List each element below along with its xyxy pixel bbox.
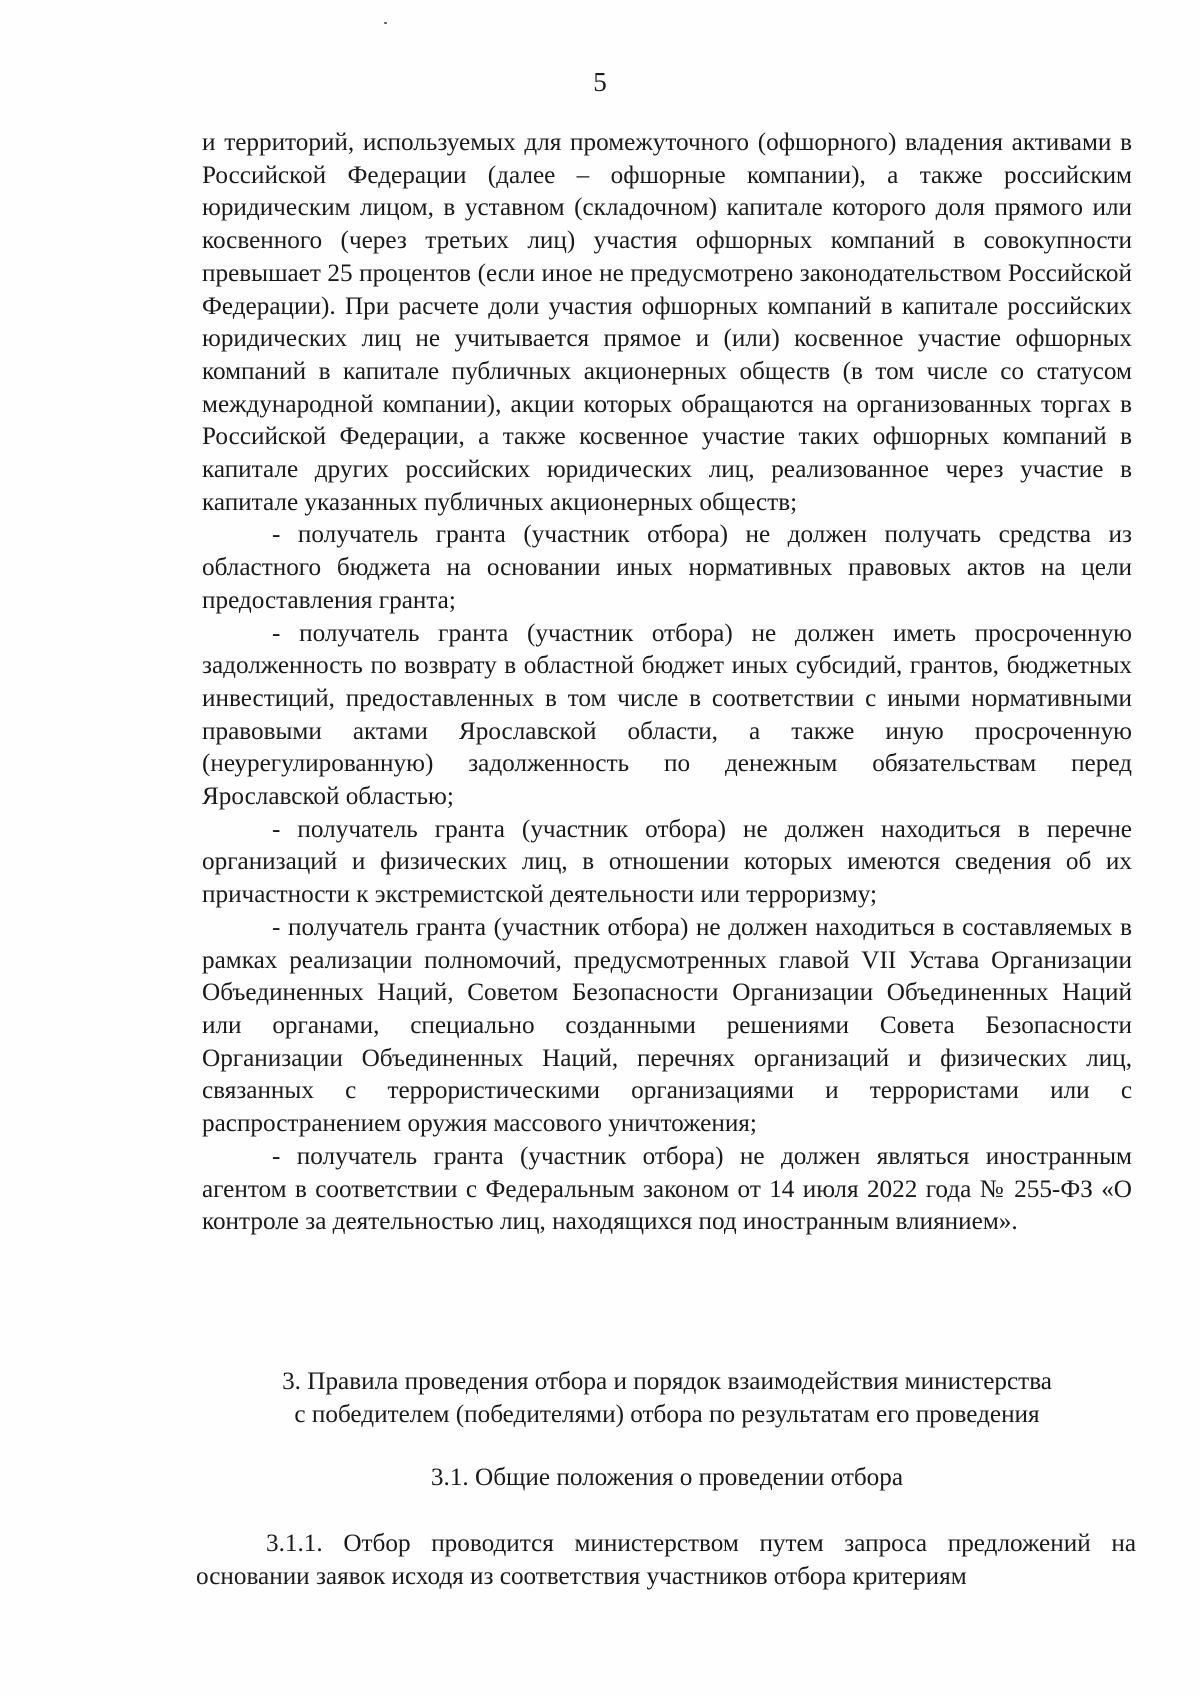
section-3-1-heading-text: 3.1. Общие положения о проведении отбора <box>430 1464 904 1491</box>
section-3-1-heading <box>202 1462 1132 1495</box>
paragraph-no-other-budget-funds: - получатель гранта (участник отбора) не должен получать средства из областного бюджета на основании иных нормативных правовых актов на цели предоставления гранта; <box>202 521 1132 614</box>
paragraph-3-1-1: 3.1.1. Отбор проводится министерством путем запроса предложений на основании заявок исходя из соответствия участников отбора критериям <box>196 1530 1136 1590</box>
paragraph-not-un-sanctions-list: - получатель гранта (участник отбора) не должен находиться в составляемых в рамках реализации полномочий, предусмотренных главой VII Устава Организации Объединенных Наций, Советом Безопасности Организации Объединенных Наций или органами, специально созданными решениями Совета Безопасности Организации Объединенных Наций, перечнях организаций и физических лиц, связанных с террористическими организациями и террористами или с распространением оружия массового уничтожения; <box>202 913 1132 1138</box>
paragraph-not-extremist-list: - получатель гранта (участник отбора) не должен находиться в перечне организаций и физических лиц, в отношении которых имеются сведения об их причастности к экстремистской деятельности или терроризму; <box>202 815 1132 909</box>
scan-speck <box>384 22 387 24</box>
section-3-heading-line-1: 3. Правила проведения отбора и порядок взаимодействия министерства <box>282 1368 1052 1395</box>
paragraph-offshore-continuation: и территорий, используемых для промежуточного (офшорного) владения активами в Российской Федерации (далее – офшорные компании), а также российским юридическим лицом, в уставном (складочном) капитале которого доля прямого или косвенного (через третьих лиц) участия офшорных компаний в совокупности превышает 25 процентов (если иное не предусмотрено законодательством Российской Федерации). При расчете доли участия офшорных компаний в капитале российских юридических лиц не учитывается прямое и (или) косвенное участие офшорных компаний в капитале публичных акционерных обществ (в том числе со статусом международной компании), акции которых обращаются на организованных торгах в Российской Федерации, а также косвенное участие таких офшорных компаний в капитале других российских юридических лиц, реализованное через участие в капитале указанных публичных акционерных обществ; <box>202 129 1132 516</box>
section-3-1-1-body <box>196 1528 1136 1593</box>
section-3-heading-line-2: с победителем (победителями) отбора по результатам его проведения <box>294 1400 1040 1428</box>
paragraph-no-overdue-debt: - получатель гранта (участник отбора) не должен иметь просроченную задолженность по возврату в областной бюджет иных субсидий, грантов, бюджетных инвестиций, предоставленных в том числе в соответствии с иными нормативными правовыми актами Ярославской области, а также иную просроченную (неурегулированную) задолженность по денежным обязательствам перед Ярославской областью; <box>202 619 1132 811</box>
section-3-heading <box>202 1366 1132 1431</box>
paragraph-not-foreign-agent: - получатель гранта (участник отбора) не должен являться иностранным агентом в соответствии с Федеральным законом от 14 июля 2022 года № 255-ФЗ «О контроле за деятельностью лиц, находящихся под иностранным влиянием». <box>202 1142 1132 1236</box>
page-number: 5 <box>593 67 607 97</box>
document-body <box>202 127 1132 1239</box>
